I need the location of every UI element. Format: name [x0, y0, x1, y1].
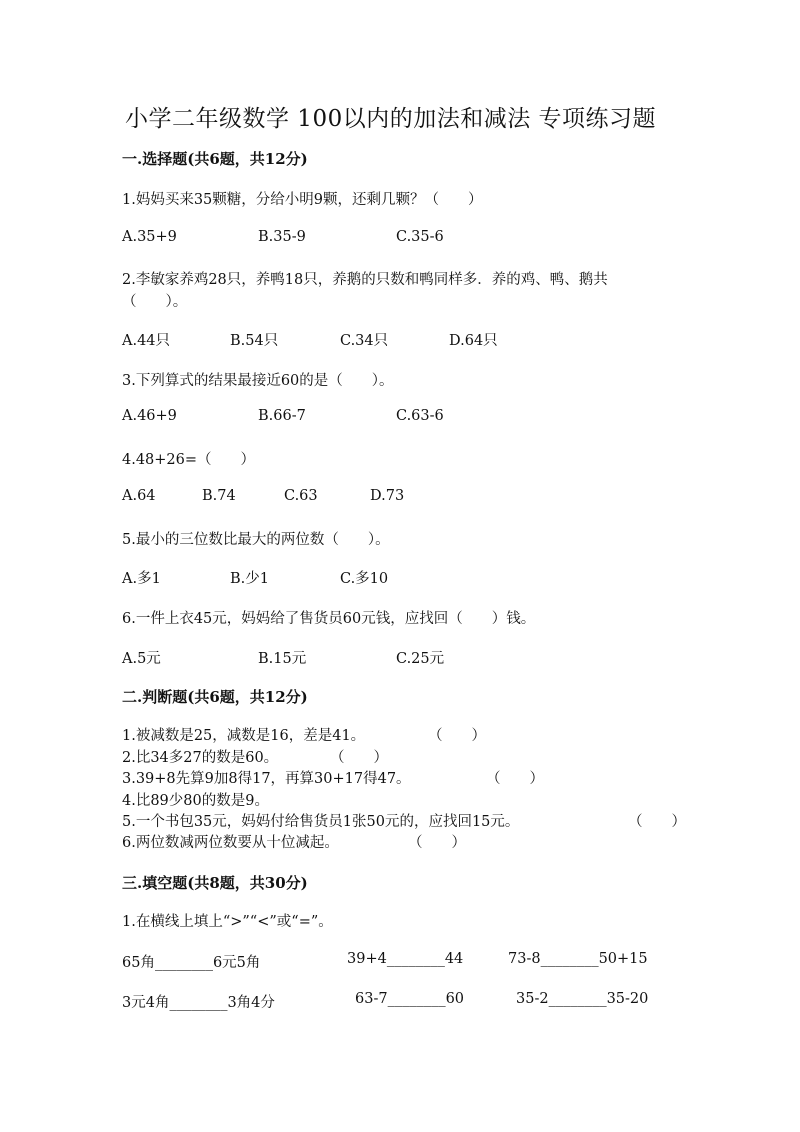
- option: C.63: [284, 488, 318, 504]
- question-text: 2.李敏家养鸡28只，养鸭18只，养鹅的只数和鸭同样多．养的鸡、鸭、鹅共: [122, 272, 608, 288]
- option: D.73: [370, 488, 405, 504]
- option: C.34只: [340, 333, 389, 349]
- fill-item: 73-8________50+15: [508, 951, 648, 967]
- fill-item: 63-7________60: [355, 991, 465, 1007]
- worksheet-title: 小学二年级数学 100以内的加法和减法 专项练习题: [125, 106, 657, 132]
- question-text: 1.妈妈买来35颗糖，分给小明9颗，还剩几颗？（ ）: [122, 192, 483, 208]
- question-text: 5.最小的三位数比最大的两位数（ ）。: [122, 532, 390, 548]
- fill-item: 39+4________44: [347, 951, 464, 967]
- option: B.74: [202, 488, 236, 504]
- section-heading-fill: 三.填空题(共8题，共30分): [122, 874, 308, 892]
- question-text: 6.一件上衣45元，妈妈给了售货员60元钱，应找回（ ）钱。: [122, 611, 536, 627]
- judge-item: 4.比89少80的数是9。: [122, 793, 269, 809]
- option: D.64只: [449, 333, 498, 349]
- option: B.35-9: [258, 229, 306, 245]
- fill-item: 35-2________35-20: [516, 991, 649, 1007]
- option: C.63-6: [396, 408, 444, 424]
- option: B.54只: [230, 333, 279, 349]
- judge-blank: （ ）: [628, 814, 686, 830]
- judge-blank: （ ）: [408, 835, 466, 851]
- question-text: 4.48+26=（ ）: [122, 452, 256, 468]
- option: C.25元: [396, 651, 445, 667]
- option: A.46+9: [122, 408, 177, 424]
- section-heading-judge: 二.判断题(共6题，共12分): [122, 688, 308, 706]
- question-text-cont: （ ）。: [122, 294, 188, 310]
- question-text: 1.在横线上填上“>”“<”或“=”。: [122, 914, 333, 930]
- section-heading-choice: 一.选择题(共6题，共12分): [122, 150, 308, 168]
- judge-item: 6.两位数减两位数要从十位减起。: [122, 835, 339, 851]
- judge-blank: （ ）: [428, 728, 486, 744]
- fill-item: 65角________6元5角: [122, 955, 261, 971]
- judge-item: 3.39+8先算9加8得17，再算30+17得47。: [122, 771, 411, 787]
- judge-item: 5.一个书包35元，妈妈付给售货员1张50元的，应找回15元。: [122, 814, 520, 830]
- option: A.64: [122, 488, 156, 504]
- option: A.44只: [122, 333, 171, 349]
- option: B.66-7: [258, 408, 306, 424]
- option: A.35+9: [122, 229, 177, 245]
- option: A.多1: [122, 571, 161, 587]
- option: B.15元: [258, 651, 307, 667]
- judge-blank: （ ）: [486, 771, 544, 787]
- option: C.多10: [340, 571, 389, 587]
- judge-blank: （ ）: [330, 750, 388, 766]
- option: B.少1: [230, 571, 269, 587]
- option: C.35-6: [396, 229, 444, 245]
- judge-item: 2.比34多27的数是60。: [122, 750, 279, 766]
- fill-item: 3元4角________3角4分: [122, 995, 275, 1011]
- judge-item: 1.被减数是25，减数是16，差是41。: [122, 728, 366, 744]
- option: A.5元: [122, 651, 161, 667]
- question-text: 3.下列算式的结果最接近60的是（ ）。: [122, 373, 394, 389]
